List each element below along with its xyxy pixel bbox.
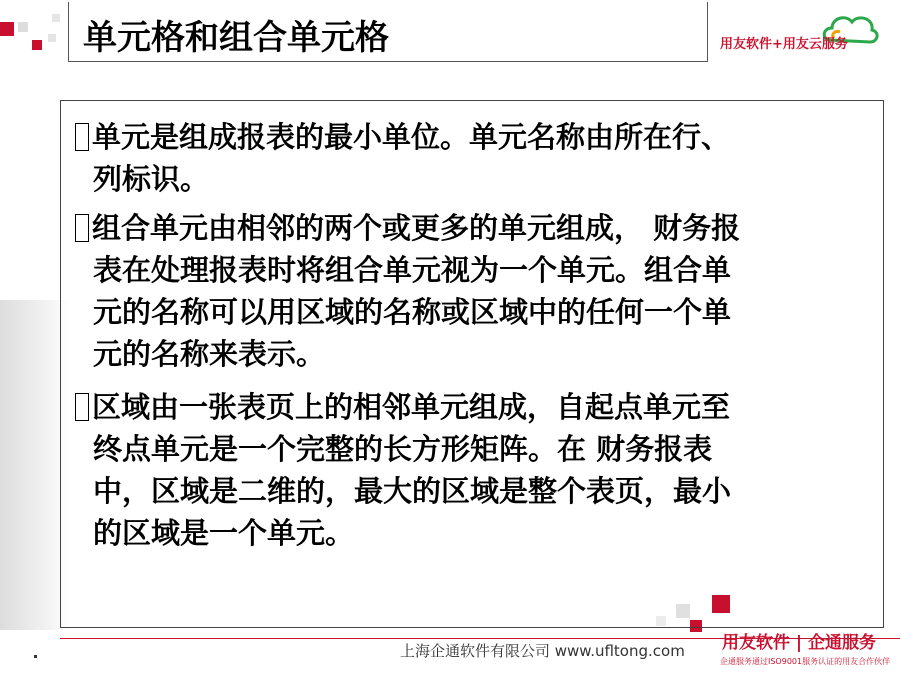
footer-brand-logo: 用友软件 | 企通服务 bbox=[722, 633, 877, 653]
decor-square bbox=[48, 34, 56, 42]
page-title: 单元格和组合单元格 bbox=[83, 18, 389, 58]
paragraph-line: 元的名称可以用区域的名称或区域中的任何一个单 bbox=[93, 295, 732, 329]
footer-company: 上海企通软件有限公司 www.ufltong.com bbox=[400, 642, 685, 660]
bullet-icon bbox=[75, 393, 89, 421]
bullet-icon bbox=[75, 214, 89, 242]
paragraph-line: 单元是组成报表的最小单位。单元名称由所在行、 bbox=[75, 116, 875, 158]
decor-square bbox=[18, 22, 28, 32]
paragraph-line: 的区域是一个单元。 bbox=[93, 516, 355, 550]
paragraph-line: 列标识。 bbox=[93, 162, 210, 196]
title-box bbox=[68, 2, 708, 62]
paragraph-line: 表在处理报表时将组合单元视为一个单元。组合单 bbox=[93, 253, 732, 287]
paragraph-3 bbox=[75, 386, 875, 554]
paragraph-1 bbox=[75, 116, 875, 200]
paragraph-line: 中，区域是二维的，最大的区域是整个表页，最小 bbox=[93, 474, 732, 508]
paragraph-line: 组合单元由相邻的两个或更多的单元组成， 财务报 bbox=[75, 207, 875, 249]
decor-square bbox=[32, 40, 42, 50]
footer-dot bbox=[34, 655, 37, 658]
decor-square bbox=[52, 14, 60, 22]
paragraph-line: 区域由一张表页上的相邻单元组成，自起点单元至 bbox=[75, 386, 875, 428]
bullet-icon bbox=[75, 123, 89, 151]
paragraph-line: 终点单元是一个完整的长方形矩阵。在 财务报表 bbox=[93, 432, 713, 466]
paragraph-line: 元的名称来表示。 bbox=[93, 337, 326, 371]
paragraph-2 bbox=[75, 207, 875, 375]
footer-tagline: 企通服务通过ISO9001服务认证的用友合作伙伴 bbox=[720, 657, 891, 666]
decor-square bbox=[0, 22, 14, 36]
brand-logo-text: 用友软件+用友云服务 bbox=[720, 37, 848, 52]
